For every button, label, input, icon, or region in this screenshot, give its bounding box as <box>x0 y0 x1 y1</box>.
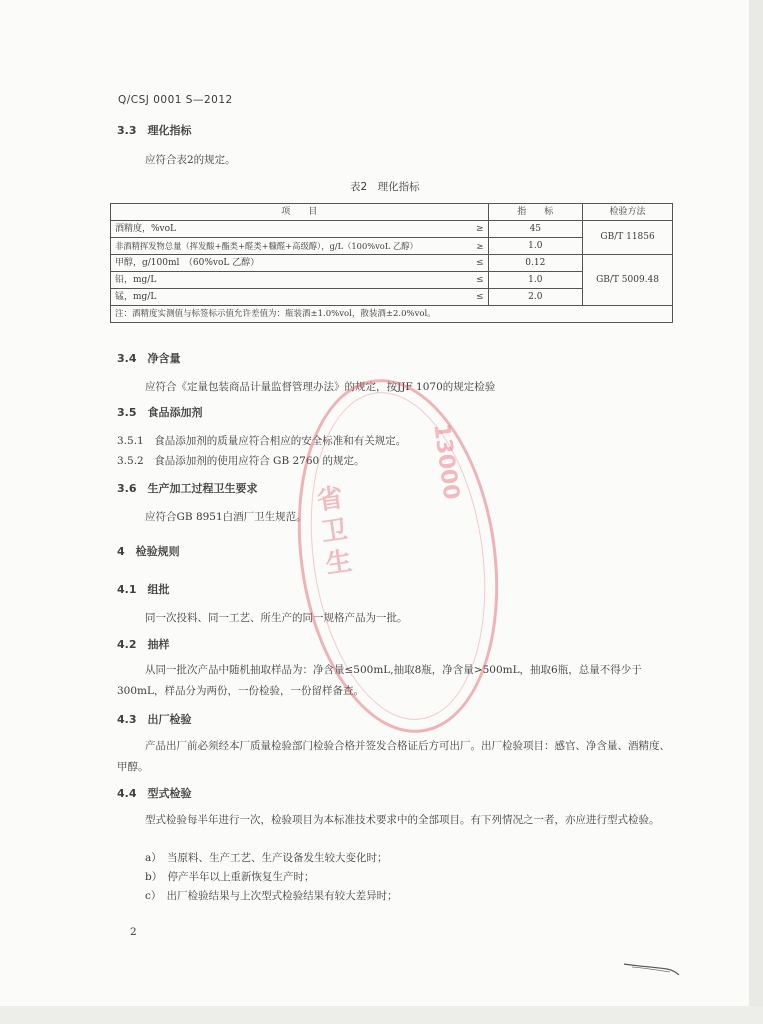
item-label: 非酒精挥发物总量（挥发酸+酯类+醛类+糠醛+高级醇），g/L（100%voL 乙醇） <box>115 240 418 251</box>
section-4-1-text: 同一次投料、同一工艺、所生产的同一规格产品为一批。 <box>145 612 408 624</box>
table-cell-value: 1.0 <box>488 238 583 255</box>
list-item: a） 当原料、生产工艺、生产设备发生较大变化时； <box>145 852 388 864</box>
section-4-3-text: 产品出厂前必须经本厂质量检验部门检验合格并签发合格证后方可出厂。出厂检验项目：感官、净含量、酒精度、甲醇。 <box>117 740 670 773</box>
table-header-row <box>111 204 673 221</box>
section-3-6-title: 3.6 生产加工过程卫生要求 <box>117 482 258 495</box>
section-3-4-title: 3.4 净含量 <box>117 352 181 365</box>
comparison-operator: ≥ <box>476 240 484 251</box>
table-header-limit: 指 标 <box>488 204 583 221</box>
section-4-3-title: 4.3 出厂检验 <box>117 713 192 726</box>
table-cell-item <box>111 272 489 289</box>
section-3-5-1-text: 3.5.1 食品添加剂的质量应符合相应的安全标准和有关规定。 <box>117 435 407 447</box>
table-note-row <box>111 306 673 323</box>
table-header-method: 检验方法 <box>583 204 673 221</box>
section-3-6-text: 应符合GB 8951白酒厂卫生规范。 <box>145 511 307 523</box>
item-label: 甲醇，g/100ml （60%voL 乙醇） <box>115 257 260 268</box>
signature-mark <box>622 958 682 978</box>
section-4-1-title: 4.1 组批 <box>117 583 170 596</box>
table-cell-method: GB/T 11856 <box>583 221 673 255</box>
table-cell-item <box>111 255 489 272</box>
list-item: c） 出厂检验结果与上次型式检验结果有较大差异时； <box>145 890 398 902</box>
section-3-5-2-text: 3.5.2 食品添加剂的使用应符合 GB 2760 的规定。 <box>117 455 365 467</box>
seal-text: 省卫生 <box>310 483 354 583</box>
section-3-3-title: 3.3 理化指标 <box>117 124 192 137</box>
standard-code-header: Q/CSJ 0001 S—2012 <box>118 94 233 106</box>
seal-number: 13000 <box>428 422 464 502</box>
item-label: 锰，mg/L <box>115 291 157 302</box>
table-row <box>111 221 673 238</box>
comparison-operator: ≤ <box>475 291 484 302</box>
scan-edge-bottom <box>0 1006 763 1024</box>
page-number: 2 <box>130 926 137 938</box>
table-cell-method: GB/T 5009.48 <box>583 255 673 306</box>
table-cell-value: 2.0 <box>488 289 583 306</box>
comparison-operator: ≤ <box>475 274 484 285</box>
section-4-2-text: 从同一批次产品中随机抽取样品为：净含量≤500mL,抽取8瓶，净含量>500mL，抽取6瓶，总量不得少于300mL，样品分为两份，一份检验，一份留样备查。 <box>117 664 642 697</box>
table-cell-item <box>111 289 489 306</box>
section-4-title: 4 检验规则 <box>117 545 180 558</box>
section-4-4-text: 型式检验每半年进行一次，检验项目为本标准技术要求中的全部项目。有下列情况之一者，亦应进行型式检验。 <box>145 814 660 826</box>
item-label: 酒精度，%voL <box>115 223 177 234</box>
table-row <box>111 255 673 272</box>
table-cell-item <box>111 221 489 238</box>
item-label: 铅，mg/L <box>115 274 157 285</box>
table-note: 注：酒精度实测值与标签标示值允许差值为：瓶装酒±1.0%vol，散装酒±2.0%vol。 <box>111 306 673 323</box>
table-cell-value: 45 <box>488 221 583 238</box>
spec-table <box>110 203 673 323</box>
section-3-4-text: 应符合《定量包装商品计量监督管理办法》的规定，按JJF 1070的规定检验 <box>145 381 496 393</box>
table-header-item: 项 目 <box>111 204 489 221</box>
list-item: b） 停产半年以上重新恢复生产时； <box>145 871 315 883</box>
section-4-2-title: 4.2 抽样 <box>117 638 170 651</box>
table-cell-value: 1.0 <box>488 272 583 289</box>
section-3-3-text: 应符合表2的规定。 <box>145 154 236 166</box>
comparison-operator: ≥ <box>475 223 484 234</box>
section-4-4-title: 4.4 型式检验 <box>117 787 192 800</box>
scan-edge-right <box>749 0 763 1024</box>
comparison-operator: ≤ <box>475 257 484 268</box>
table-caption: 表2 理化指标 <box>350 181 420 193</box>
table-cell-value: 0.12 <box>488 255 583 272</box>
table-cell-item <box>111 238 489 255</box>
section-3-5-title: 3.5 食品添加剂 <box>117 406 203 419</box>
